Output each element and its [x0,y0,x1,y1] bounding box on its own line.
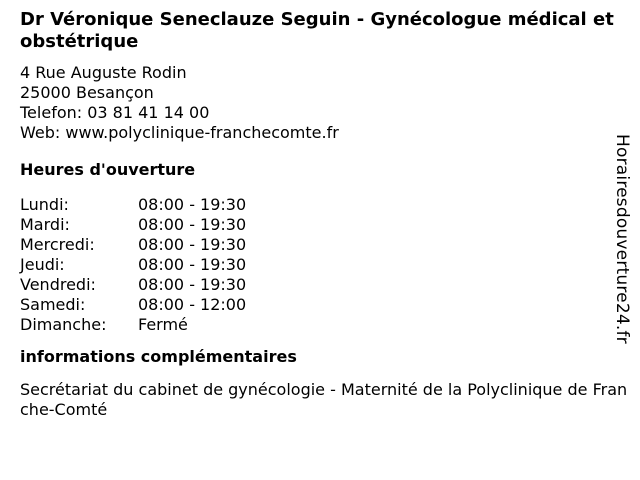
day-label: Vendredi: [20,275,96,294]
address-line-1: 4 Rue Auguste Rodin [20,63,187,82]
hours-row [20,235,620,255]
info-heading: informations complémentaires [20,347,297,366]
site-watermark: Horairesdouverture24.fr [612,134,632,344]
day-label: Mardi: [20,215,70,234]
phone-line: Telefon: 03 81 41 14 00 [20,103,210,122]
day-time: 08:00 - 19:30 [138,235,247,254]
day-label: Mercredi: [20,235,95,254]
day-label: Lundi: [20,195,69,214]
day-label: Jeudi: [20,255,65,274]
day-time: 08:00 - 19:30 [138,195,247,214]
info-text: Secrétariat du cabinet de gynécologie - Maternité de la Polyclinique de Franche-Comté [20,380,628,419]
day-time: Fermé [138,315,188,334]
hours-row [20,295,620,315]
day-time: 08:00 - 12:00 [138,295,247,314]
day-time: 08:00 - 19:30 [138,215,247,234]
day-time: 08:00 - 19:30 [138,275,247,294]
day-time: 08:00 - 19:30 [138,255,247,274]
contact-block [20,63,620,143]
hours-heading: Heures d'ouverture [20,160,196,179]
business-title: Dr Véronique Seneclauze Seguin - Gynécologue médical et obstétrique [20,9,614,52]
hours-row [20,215,620,235]
hours-table [20,195,620,335]
hours-row [20,195,620,215]
address-line-2: 25000 Besançon [20,83,154,102]
hours-row [20,275,620,295]
website-line: Web: www.polyclinique-franchecomte.fr [20,123,339,142]
hours-row [20,255,620,275]
hours-row [20,315,620,335]
day-label: Dimanche: [20,315,107,334]
day-label: Samedi: [20,295,86,314]
